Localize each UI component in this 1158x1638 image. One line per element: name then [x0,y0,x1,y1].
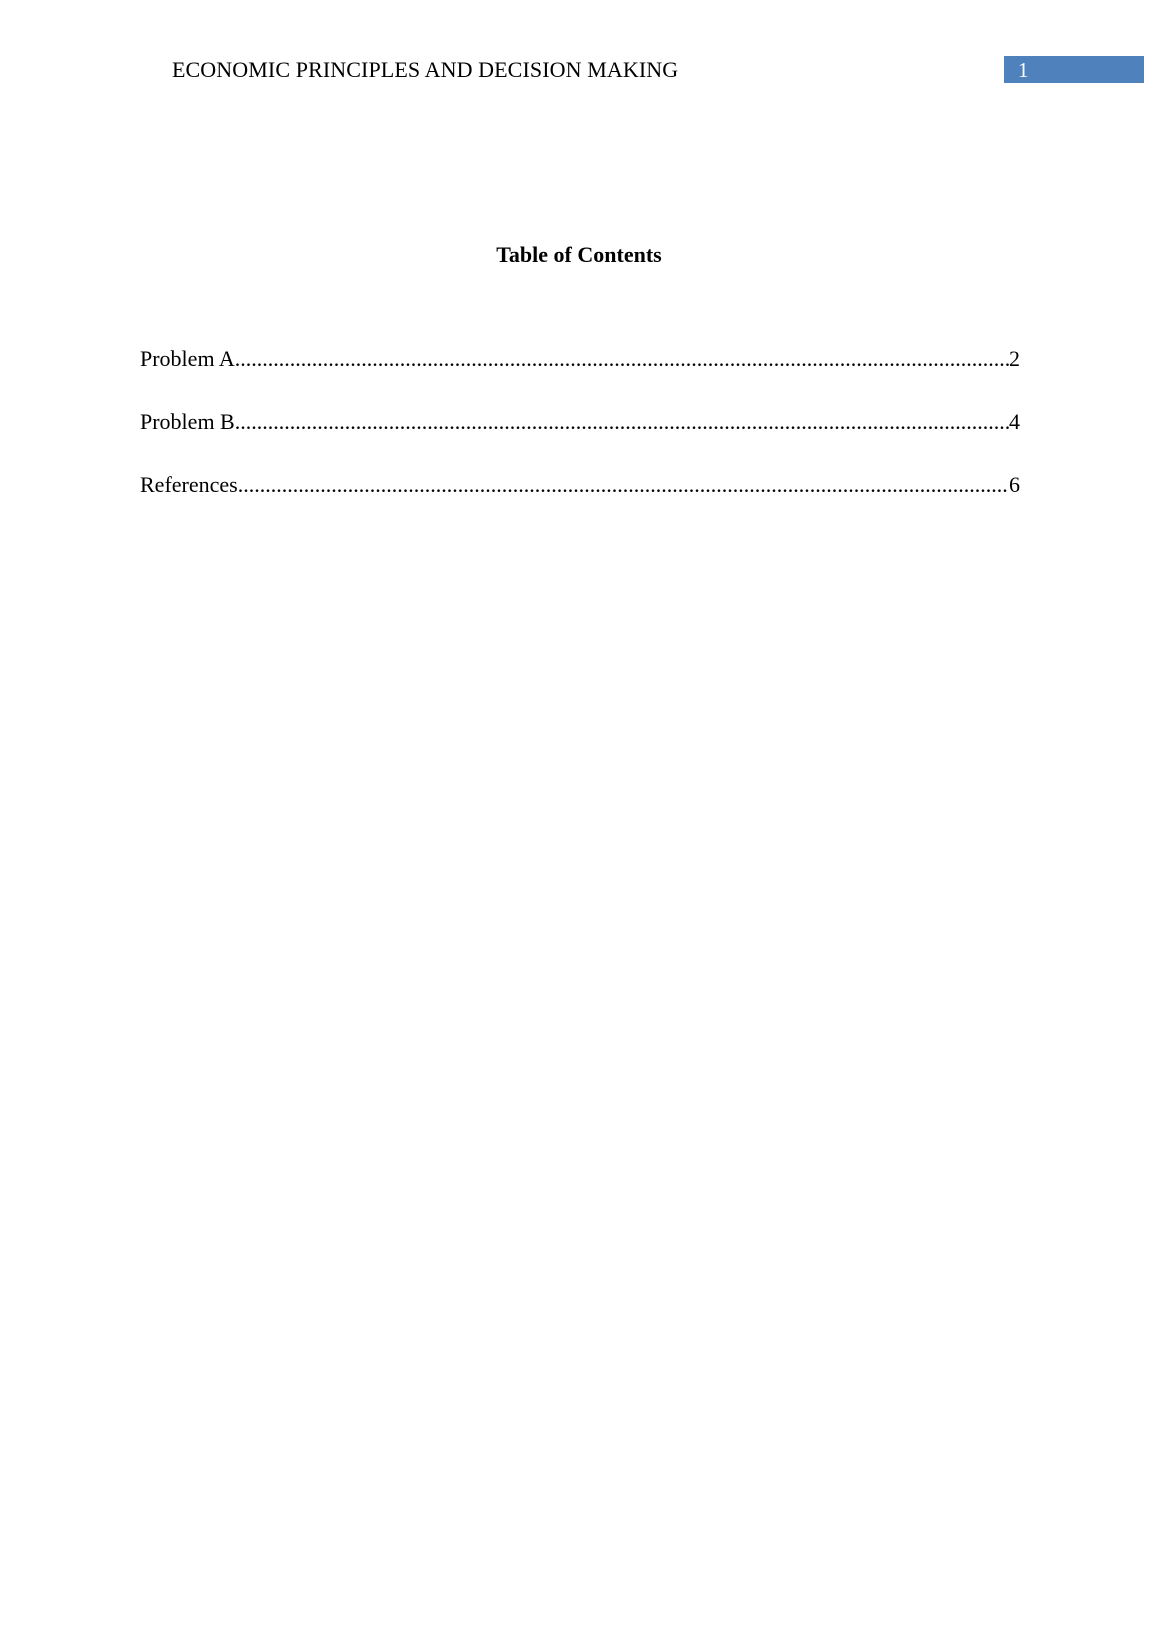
toc-entry-label: Problem B [140,409,235,434]
toc-dot-leader [235,344,1009,374]
toc-heading: Table of Contents [496,242,662,267]
page-number-badge: 1 [1004,56,1144,83]
toc-entry-page: 4 [1009,409,1020,434]
toc-entry-label: Problem A [140,346,235,371]
toc-entry-references[interactable] [140,470,1020,533]
toc-entry-problem-a[interactable] [140,344,1020,407]
toc-entry-problem-b[interactable] [140,407,1020,470]
toc-list [140,344,1020,533]
toc-entry-page: 2 [1009,346,1020,371]
toc-entry-page: 6 [1009,472,1020,497]
running-header-title: ECONOMIC PRINCIPLES AND DECISION MAKING [172,57,679,82]
toc-dot-leader [235,407,1009,437]
toc-entry-label: References [140,472,238,497]
toc-dot-leader [238,470,1009,500]
